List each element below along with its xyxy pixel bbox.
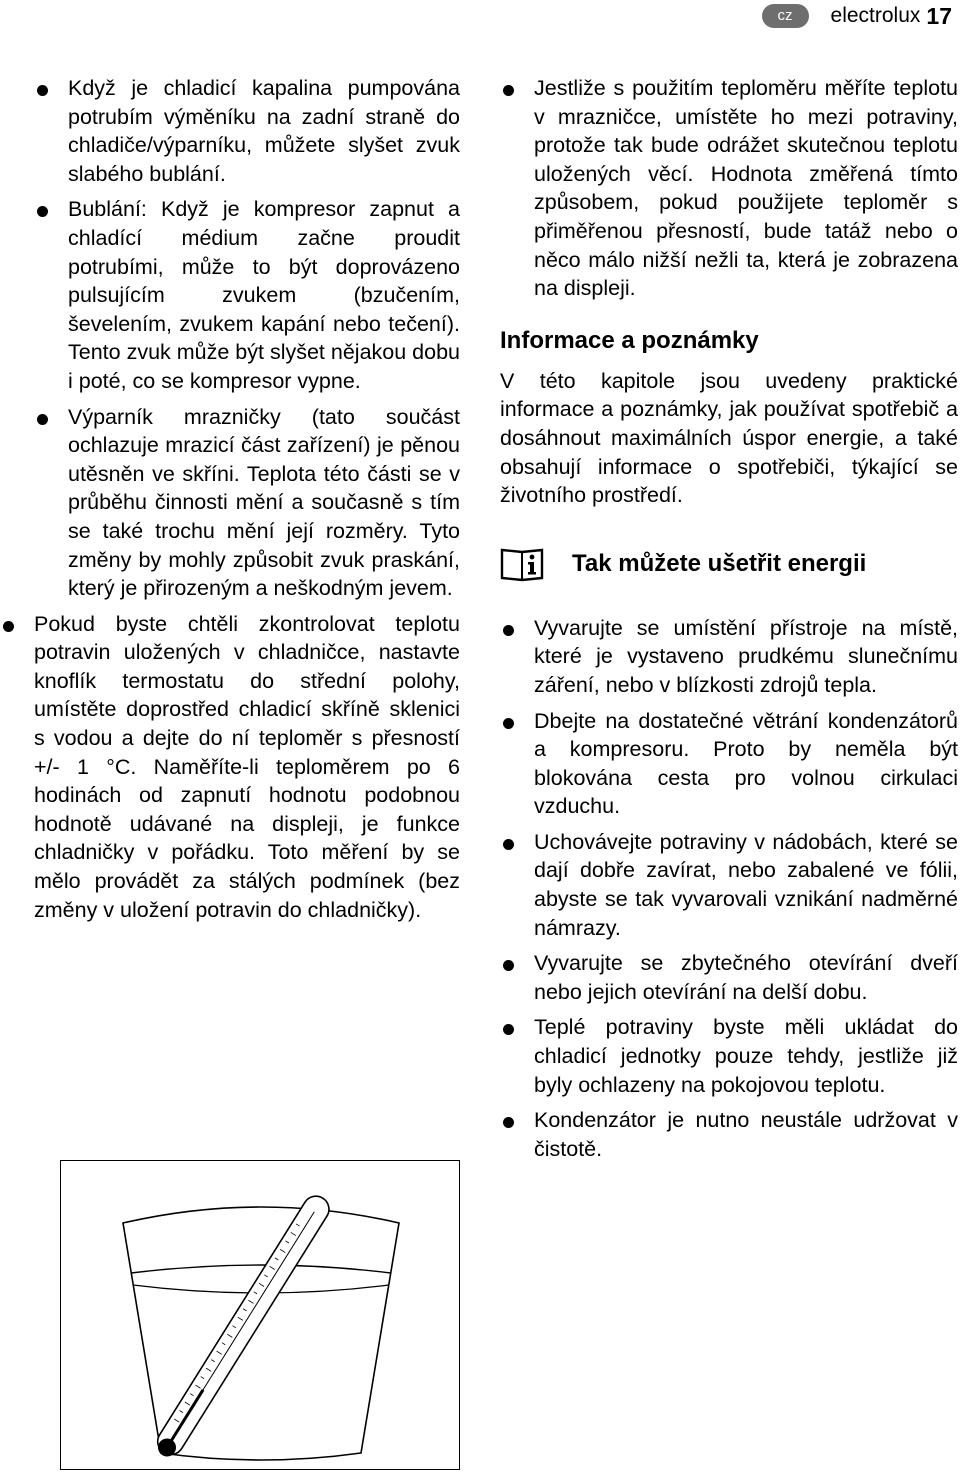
list-item: Bublání: Když je kompresor zapnut a chladící médium začne proudit potrubími, může to být doprovázeno pulsujícím zvukem (bzučením, ševelením, zvukem kapání nebo tečení). Tento zvuk může být slyšet nějakou dobu i poté, co se kompresor vypne. <box>34 195 460 395</box>
noise-list <box>34 74 460 603</box>
left-column <box>30 74 460 931</box>
list-item: Dbejte na dostatečné větrání kondenzátorů a kompresoru. Proto by neměla být blokována cesta pro volnou cirkulaci vzduchu. <box>500 707 958 821</box>
list-item: Teplé potraviny byste měli ukládat do chladicí jednotky pouze tehdy, jestliže již byly ochlazeny na pokojovou teplotu. <box>500 1013 958 1099</box>
list-item: Pokud byste chtěli zkontrolovat teplotu potravin uložených v chladničce, nastavte knoflík termostatu do střední polohy, umístěte doprostřed chladicí skříně sklenici s vodou a dejte do ní teploměr s přesností +/- 1 °C. Naměříte-li teploměrem po 6 hodinách od zapnutí hodnotu podobnou hodnotě udávané na displeji, je funkce chladničky v pořádku. Toto měření by se mělo provádět za stálých podmínek (bez změny v uložení potravin do chladničky). <box>0 610 460 925</box>
brand-name: electrolux <box>830 4 921 27</box>
page-header <box>762 0 960 32</box>
list-item: Jestliže s použitím teploměru měříte teplotu v mrazničce, umístěte ho mezi potraviny, protože tak bude odrážet skutečnou teplotu uložených věcí. Hodnota změřená tímto způsobem, pokud použijete teploměr s přiměřenou přesností, bude tatáž nebo o něco málo nižší nežli ta, která je zobrazena na displeji. <box>500 74 958 303</box>
list-item: Uchovávejte potraviny v nádobách, které se dají dobře zavírat, nebo zabalené ve fólii, abyste se tak vyvarovali vznikání nadměrné námrazy. <box>500 828 958 942</box>
temperature-check-list <box>0 610 460 925</box>
list-item: Vyvarujte se umístění přístroje na místě, které je vystaveno prudkému slunečnímu záření, nebo v blízkosti zdrojů tepla. <box>500 614 958 700</box>
info-book-icon <box>500 546 544 582</box>
list-item: Kondenzátor je nutno neustále udržovat v čistotě. <box>500 1106 958 1163</box>
glass-thermometer-drawing <box>61 1161 458 1468</box>
thermometer-glass-illustration <box>60 1160 460 1470</box>
list-item: Vyvarujte se zbytečného otevírání dveří nebo jejich otevírání na delší dobu. <box>500 949 958 1006</box>
page-number: 17 <box>926 2 952 29</box>
energy-heading-row <box>500 546 958 582</box>
language-badge: cz <box>762 4 809 28</box>
freezer-thermometer-list <box>500 74 958 303</box>
info-paragraph: V této kapitole jsou uvedeny praktické informace a poznámky, jak používat spotřebič a dosáhnout maximálních úspor energie, a také obsahují informace o spotřebiči, týkající se životního prostředí. <box>500 368 958 508</box>
list-item: Když je chladicí kapalina pumpována potrubím výměníku na zadní straně do chladiče/výparníku, můžete slyšet zvuk slabého bublání. <box>34 74 460 188</box>
energy-heading: Tak můžete ušetřit energii <box>572 549 867 577</box>
right-column <box>500 74 958 1170</box>
list-item: Výparník mrazničky (tato součást ochlazuje mrazicí část zařízení) je pěnou utěsněn ve skříni. Teplota této části se v průběhu činnosti mění a současně s tím se také trochu mění její rozměry. Tyto změny by mohly způsobit zvuk praskání, který je přirozeným a neškodným jevem. <box>34 403 460 603</box>
energy-tips-list <box>500 614 958 1164</box>
info-heading: Informace a poznámky <box>500 326 759 354</box>
